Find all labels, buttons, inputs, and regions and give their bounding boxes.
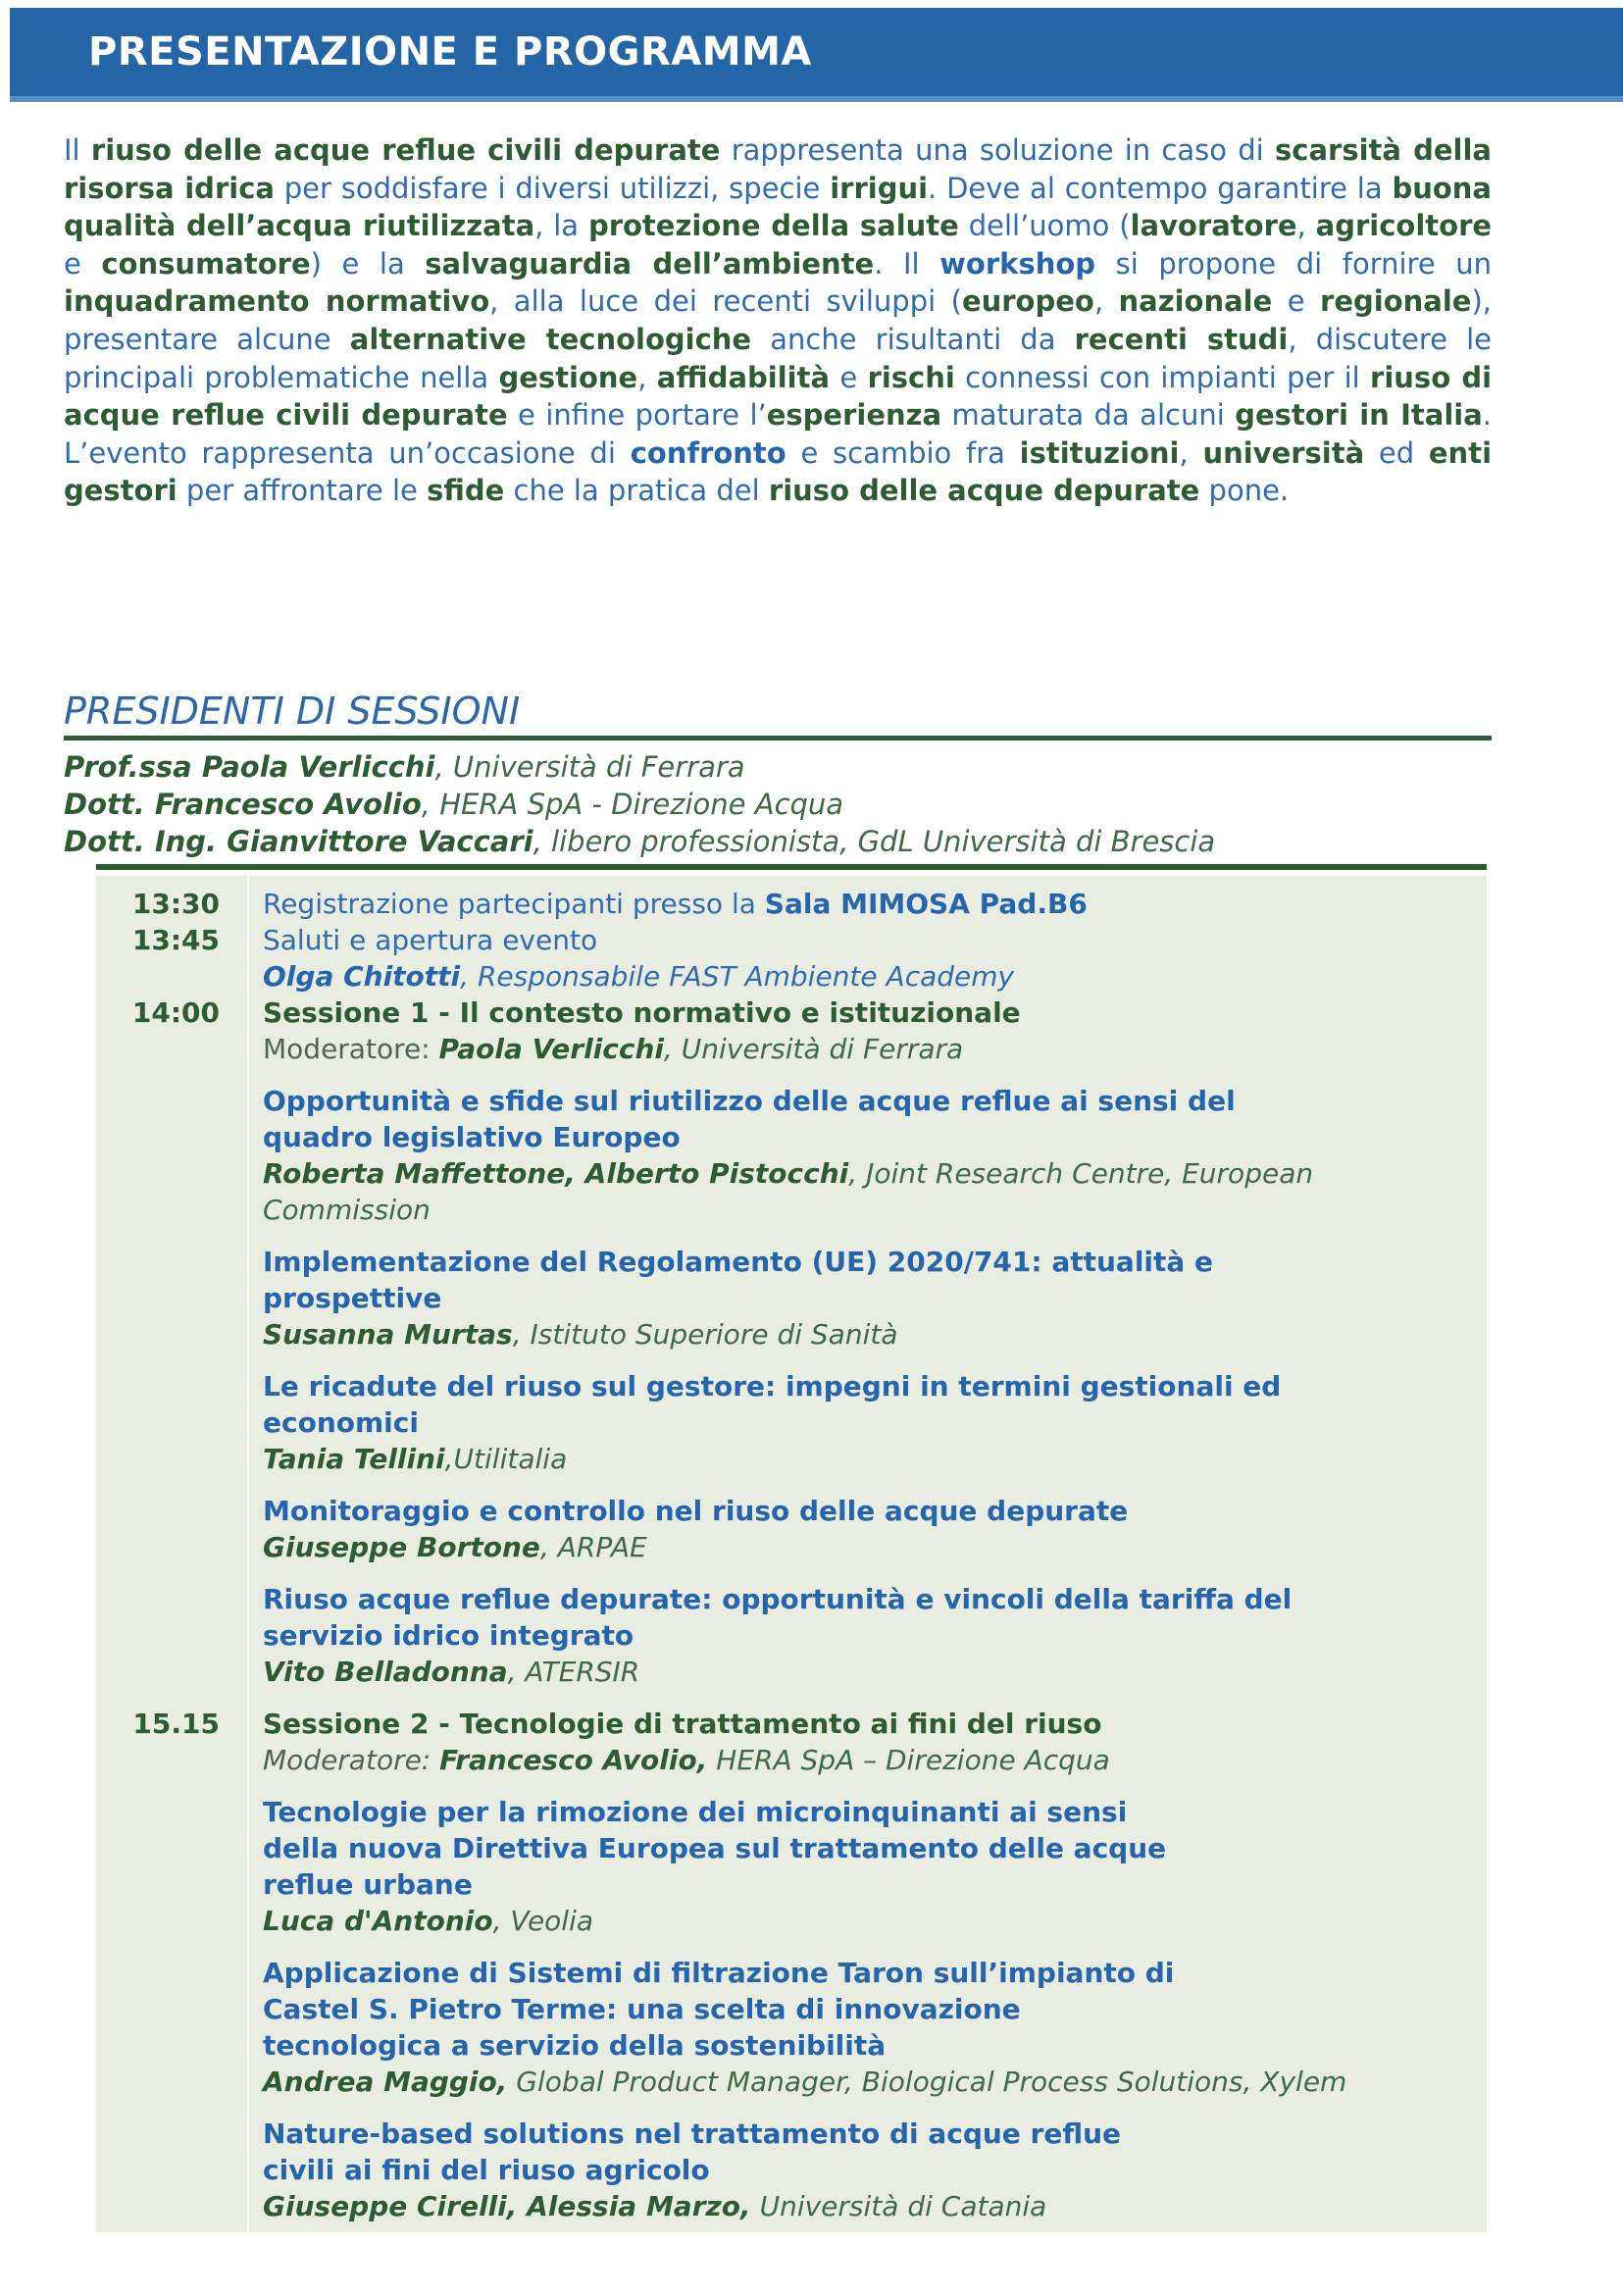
text-run: e — [64, 246, 102, 281]
text-run: europeo — [961, 284, 1094, 319]
text-run: Vito Belladonna — [263, 1656, 508, 1688]
text-run: e scambio fra — [786, 435, 1020, 470]
time-label — [96, 1244, 247, 1352]
program-line — [263, 958, 1487, 995]
program-line — [263, 1903, 1487, 1939]
program-line — [263, 1866, 1487, 1903]
program-entry — [247, 922, 1487, 995]
text-run: , alla luce dei recenti sviluppi ( — [489, 284, 962, 319]
program-talk-block — [96, 1581, 1487, 1690]
program-entry — [247, 1955, 1487, 2100]
text-run: Roberta Maffettone, Alberto Pistocchi — [263, 1157, 849, 1190]
text-run: Olga Chitotti — [263, 960, 461, 993]
program-entry — [247, 1368, 1487, 1477]
text-run: , discutere le principali problematiche nella — [64, 322, 1492, 394]
text-run: Saluti e apertura evento — [263, 924, 598, 956]
text-run: Dott. Francesco Avolio — [64, 788, 422, 821]
program-line — [263, 1581, 1487, 1617]
program-row — [96, 995, 1487, 1067]
program-table — [96, 876, 1487, 2232]
text-run: sfide — [427, 474, 505, 508]
time-label — [96, 1794, 247, 1939]
text-run: nazionale — [1118, 284, 1273, 319]
text-run: e infine portare l’ — [507, 398, 767, 433]
text-run: confronto — [630, 435, 786, 470]
time-label — [96, 1368, 247, 1477]
text-run: Francesco Avolio, — [439, 1744, 708, 1776]
text-run: si propone di fornire un — [1095, 246, 1492, 281]
text-run: riuso delle acque reflue civili depurate — [90, 133, 721, 167]
text-run: ) e la — [310, 246, 426, 281]
program-line — [263, 1493, 1487, 1529]
program-row — [96, 1706, 1487, 1778]
text-run: Sessione 2 - Tecnologie di trattamento ai fini del riuso — [263, 1708, 1102, 1740]
program-line — [263, 2116, 1487, 2152]
text-run: , Istituto Superiore di Sanità — [512, 1318, 898, 1351]
program-line — [263, 1404, 1487, 1441]
program-line — [263, 2064, 1487, 2100]
program-line — [263, 886, 1487, 922]
program-line — [263, 1441, 1487, 1477]
program-entry — [247, 1794, 1487, 1939]
program-line — [263, 1706, 1487, 1742]
text-run: irrigui — [830, 171, 929, 205]
presidents-list — [64, 748, 1492, 860]
program-entry — [247, 1083, 1487, 1228]
text-run: gestione — [498, 360, 638, 394]
text-run: Sessione 1 - Il contesto normativo e istituzionale — [263, 996, 1021, 1029]
text-run: Nature-based solutions nel trattamento di acque reflue — [263, 2117, 1122, 2150]
program-line — [263, 922, 1487, 958]
text-run: Giuseppe Bortone — [263, 1531, 540, 1563]
text-run: istituzioni — [1019, 435, 1180, 470]
program-line — [263, 1119, 1487, 1155]
text-run: Le ricadute del riuso sul gestore: impegni in termini gestionali ed — [263, 1370, 1282, 1403]
text-run: Paola Verlicchi — [438, 1033, 664, 1065]
text-run: e — [830, 360, 868, 394]
text-run: ed — [1364, 435, 1429, 470]
text-run: Global Product Manager, Biological Process Solutions, Xylem — [507, 2066, 1347, 2098]
program-line — [263, 2152, 1487, 2188]
text-run: della nuova Direttiva Europea sul trattamento delle acque — [263, 1832, 1167, 1864]
text-run: . Deve al contempo garantire la — [928, 171, 1393, 205]
text-run: regionale — [1320, 284, 1472, 319]
time-column-separator — [247, 876, 249, 2232]
program-line — [263, 1280, 1487, 1316]
program-line — [263, 1617, 1487, 1654]
text-run: agricoltore — [1315, 209, 1493, 243]
text-run: dell’uomo ( — [958, 209, 1131, 243]
text-run: , Responsabile FAST Ambiente Academy — [460, 960, 1015, 993]
program-line — [263, 2027, 1487, 2064]
program-talk-block — [96, 1083, 1487, 1228]
text-run: servizio idrico integrato — [263, 1619, 634, 1652]
text-run: Sala MIMOSA Pad.B6 — [764, 888, 1088, 920]
text-run: Moderatore: — [263, 1744, 440, 1776]
text-run: esperienza — [766, 398, 942, 433]
text-run: consumatore — [101, 246, 311, 281]
divider-rule — [96, 864, 1487, 870]
program-line — [263, 1155, 1487, 1192]
divider-rule — [64, 736, 1492, 740]
time-label — [96, 1955, 247, 2100]
text-run: Andrea Maggio, — [263, 2066, 508, 2098]
session-presidents-heading: PRESIDENTI DI SESSIONI — [64, 689, 521, 733]
text-run: inquadramento normativo — [64, 284, 490, 319]
text-run: rischi — [867, 360, 955, 394]
program-row — [96, 886, 1487, 922]
text-run: , Università di Ferrara — [664, 1033, 964, 1065]
text-run: Implementazione del Regolamento (UE) 2020/741: attualità e — [263, 1246, 1214, 1278]
text-run: , ATERSIR — [507, 1656, 640, 1688]
text-run: Monitoraggio e controllo nel riuso delle acque depurate — [263, 1495, 1129, 1527]
text-run: quadro legislativo Europeo — [263, 1121, 681, 1153]
text-run: , libero professionista, GdL Università di Brescia — [533, 825, 1216, 858]
text-run: Il — [64, 133, 91, 167]
text-run: . L’evento rappresenta un’occasione di — [64, 398, 1493, 470]
text-run: , — [1093, 284, 1119, 319]
text-run: Susanna Murtas — [263, 1318, 513, 1351]
program-line — [263, 1316, 1487, 1352]
text-run: Castel S. Pietro Terme: una scelta di innovazione — [263, 1993, 1021, 2025]
text-run: Prof.ssa Paola Verlicchi — [64, 750, 435, 784]
program-line — [263, 2188, 1487, 2224]
program-row — [96, 922, 1487, 995]
time-label: 13:30 — [131, 888, 220, 920]
text-run: salvaguardia dell’ambiente — [425, 246, 875, 281]
program-entry — [247, 1244, 1487, 1352]
text-run: per soddisfare i diversi utilizzi, specie — [274, 171, 831, 205]
time-label — [96, 1083, 247, 1228]
program-talk-block — [96, 1794, 1487, 1939]
text-run: connessi con impianti per il — [954, 360, 1371, 394]
time-label: 13:45 — [131, 924, 220, 956]
program-line — [263, 1742, 1487, 1778]
text-run: protezione della salute — [587, 209, 959, 243]
program-line — [263, 1244, 1487, 1280]
text-run: prospettive — [263, 1282, 442, 1314]
program-talk-block — [96, 1368, 1487, 1477]
text-run: Commission — [263, 1194, 431, 1226]
text-run: , HERA SpA - Direzione Acqua — [421, 788, 844, 821]
text-run: , — [1179, 435, 1203, 470]
text-run: affidabilità — [656, 360, 831, 394]
program-line — [263, 1654, 1487, 1690]
text-run: Opportunità e sfide sul riutilizzo delle acque reflue ai sensi del — [263, 1085, 1236, 1117]
text-run: workshop — [939, 246, 1096, 281]
text-run: pone. — [1199, 474, 1290, 508]
program-line — [263, 1955, 1487, 1991]
text-run: HERA SpA – Direzione Acqua — [707, 1744, 1110, 1776]
program-entry — [247, 1581, 1487, 1690]
text-run: reflue urbane — [263, 1868, 473, 1901]
program-entry — [247, 1706, 1487, 1778]
text-run: , Veolia — [492, 1905, 594, 1937]
president-line — [64, 823, 1492, 860]
time-label: 14:00 — [131, 996, 220, 1029]
program-line — [263, 1368, 1487, 1404]
text-run: , la — [534, 209, 588, 243]
text-run: Luca d'Antonio — [263, 1905, 493, 1937]
program-talk-block — [96, 1493, 1487, 1565]
text-run: Università di Catania — [750, 2190, 1047, 2222]
text-run: economici — [263, 1406, 419, 1439]
program-entry — [247, 1493, 1487, 1565]
text-run: Registrazione partecipanti presso la — [263, 888, 765, 920]
text-run: Giuseppe Cirelli, Alessia Marzo, — [263, 2190, 751, 2222]
text-run: Tania Tellini — [263, 1443, 445, 1475]
program-line — [263, 1083, 1487, 1119]
program-entry — [247, 2116, 1487, 2224]
text-run: tecnologica a servizio della sostenibilità — [263, 2029, 887, 2062]
president-line — [64, 748, 1492, 786]
program-line — [263, 1031, 1487, 1067]
page-title: PRESENTAZIONE E PROGRAMMA — [88, 29, 812, 75]
text-run: Applicazione di Sistemi di filtrazione Taron sull’impianto di — [263, 1957, 1175, 1989]
text-run: rappresenta una soluzione in caso di — [720, 133, 1276, 167]
text-run: , Joint Research Centre, European — [848, 1157, 1314, 1190]
text-run: . Il — [874, 246, 940, 281]
text-run: recenti studi — [1074, 322, 1289, 356]
text-run: buona qualità dell’acqua riutilizzata — [64, 171, 1492, 243]
program-talk-block — [96, 1955, 1487, 2100]
time-label — [96, 1493, 247, 1565]
program-talk-block — [96, 2116, 1487, 2224]
intro-paragraph — [64, 131, 1492, 510]
text-run: Dott. Ing. Gianvittore Vaccari — [64, 825, 533, 858]
text-run: ), presentare alcune — [64, 284, 1492, 356]
text-run: riuso delle acque depurate — [768, 474, 1200, 508]
program-line — [263, 1192, 1487, 1228]
text-run: per affrontare le — [177, 474, 428, 508]
text-run: Tecnologie per la rimozione dei microinquinanti ai sensi — [263, 1796, 1128, 1828]
text-run: gestori in Italia — [1235, 398, 1483, 433]
text-run: , — [1296, 209, 1316, 243]
text-run: anche risultanti da — [751, 322, 1075, 356]
text-run: riuso di acque reflue civili depurate — [64, 360, 1493, 433]
program-entry — [247, 995, 1487, 1067]
text-run: e — [1272, 284, 1321, 319]
program-line — [263, 1794, 1487, 1830]
program-entry — [247, 886, 1487, 922]
time-label — [96, 2116, 247, 2224]
program-line — [263, 995, 1487, 1031]
text-run: , ARPAE — [539, 1531, 647, 1563]
text-run: maturata da alcuni — [941, 398, 1236, 433]
text-run: , Università di Ferrara — [434, 750, 745, 784]
text-run: Moderatore: — [263, 1033, 439, 1065]
program-line — [263, 1529, 1487, 1565]
text-run: , — [637, 360, 657, 394]
text-run: lavoratore — [1130, 209, 1297, 243]
text-run: alternative tecnologiche — [349, 322, 752, 356]
text-run: civili ai fini del riuso agricolo — [263, 2154, 710, 2186]
text-run: che la pratica del — [504, 474, 769, 508]
program-talk-block — [96, 1244, 1487, 1352]
time-label: 15.15 — [132, 1708, 220, 1740]
text-run: università — [1202, 435, 1365, 470]
text-run: Riuso acque reflue depurate: opportunità e vincoli della tariffa del — [263, 1583, 1293, 1615]
header-bar — [10, 8, 1623, 102]
text-run: enti gestori — [64, 435, 1493, 508]
program-line — [263, 1991, 1487, 2027]
text-run: ,Utilitalia — [444, 1443, 568, 1475]
program-line — [263, 1830, 1487, 1866]
president-line — [64, 786, 1492, 823]
time-label — [96, 1581, 247, 1690]
text-run: scarsità della risorsa idrica — [64, 133, 1493, 205]
